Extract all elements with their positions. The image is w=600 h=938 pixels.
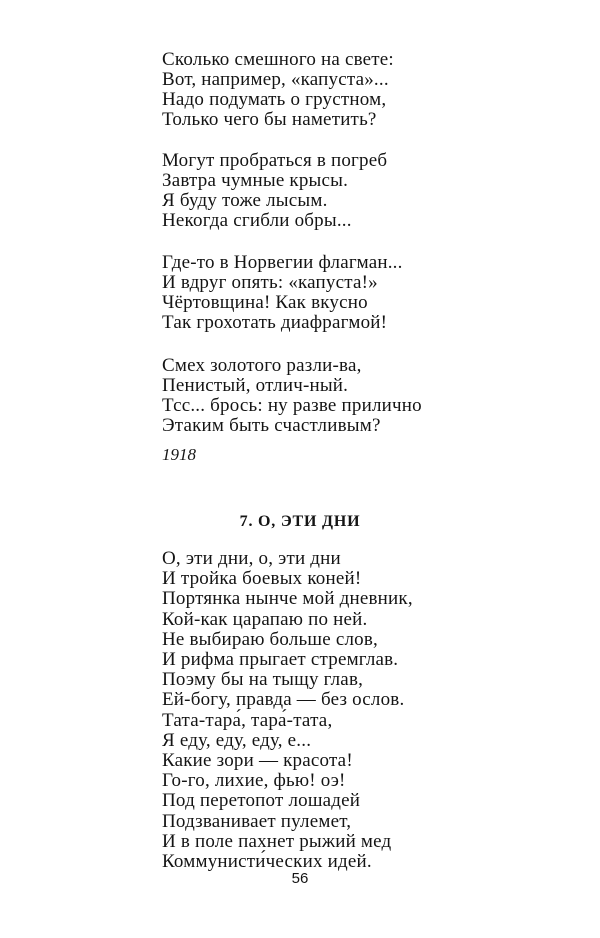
verse-line: Кой-как царапаю по ней.: [162, 608, 368, 630]
verse-line: Пенистый, отлич-ный.: [162, 375, 349, 396]
verse-line: Чёртовщина! Как вкусно: [162, 292, 368, 313]
verse-line: Тсс... брось: ну разве прилично: [162, 395, 422, 416]
poem-title: 7. О, ЭТИ ДНИ: [239, 513, 361, 530]
verse-line: Этаким быть счастливым?: [162, 415, 381, 436]
verse-line: И тройка боевых коней!: [162, 568, 362, 590]
verse-line: Под перетопот лошадей: [162, 790, 361, 812]
verse-line: Так грохотать диафрагмой!: [162, 312, 388, 333]
verse-line: Я еду, еду, еду, е...: [162, 729, 312, 751]
verse-line: И рифма прыгает стремглав.: [162, 649, 399, 671]
poem-date: 1918: [162, 445, 196, 464]
verse-line: Портянка нынче мой дневник,: [162, 588, 413, 610]
verse-line: Коммунисти́ческих идей.: [162, 851, 372, 873]
verse-line: Некогда сгибли обры...: [162, 210, 352, 231]
verse-line: Только чего бы наметить?: [162, 109, 377, 130]
verse-line: Сколько смешного на свете:: [162, 49, 394, 70]
stanza-3: [162, 253, 562, 333]
verse-line: Подзванивает пулемет,: [162, 810, 352, 832]
verse-line: Го-го, лихие, фью! оэ!: [162, 770, 346, 792]
verse-line: Я буду тоже лысым.: [162, 190, 328, 211]
verse-line: И в поле пахнет рыжий мед: [162, 830, 392, 852]
verse-line: Где-то в Норвегии флагман...: [162, 252, 403, 273]
verse-line: Могут пробраться в погреб: [162, 150, 388, 171]
verse-line: Тата-тара́, тара́-тата,: [162, 709, 333, 731]
verse-line: Вот, например, «капуста»...: [162, 69, 389, 90]
poem-body: [162, 549, 562, 872]
verse-line: О, эти дни, о, эти дни: [162, 548, 341, 569]
verse-line: Смех золотого разли-ва,: [162, 355, 362, 376]
verse-line: И вдруг опять: «капуста!»: [162, 272, 378, 293]
stanza-4: [162, 356, 562, 436]
verse-line: Не выбираю больше слов,: [162, 628, 378, 650]
page-number: 56: [291, 870, 309, 887]
verse-line: Надо подумать о грустном,: [162, 89, 387, 110]
stanza-1: [162, 50, 562, 130]
verse-line: Поэму бы на тыщу глав,: [162, 669, 364, 691]
verse-line: Завтра чумные крысы.: [162, 170, 349, 191]
verse-line: Ей-богу, правда — без ослов.: [162, 689, 405, 711]
stanza-2: [162, 151, 562, 231]
verse-line: Какие зори — красота!: [162, 750, 353, 772]
